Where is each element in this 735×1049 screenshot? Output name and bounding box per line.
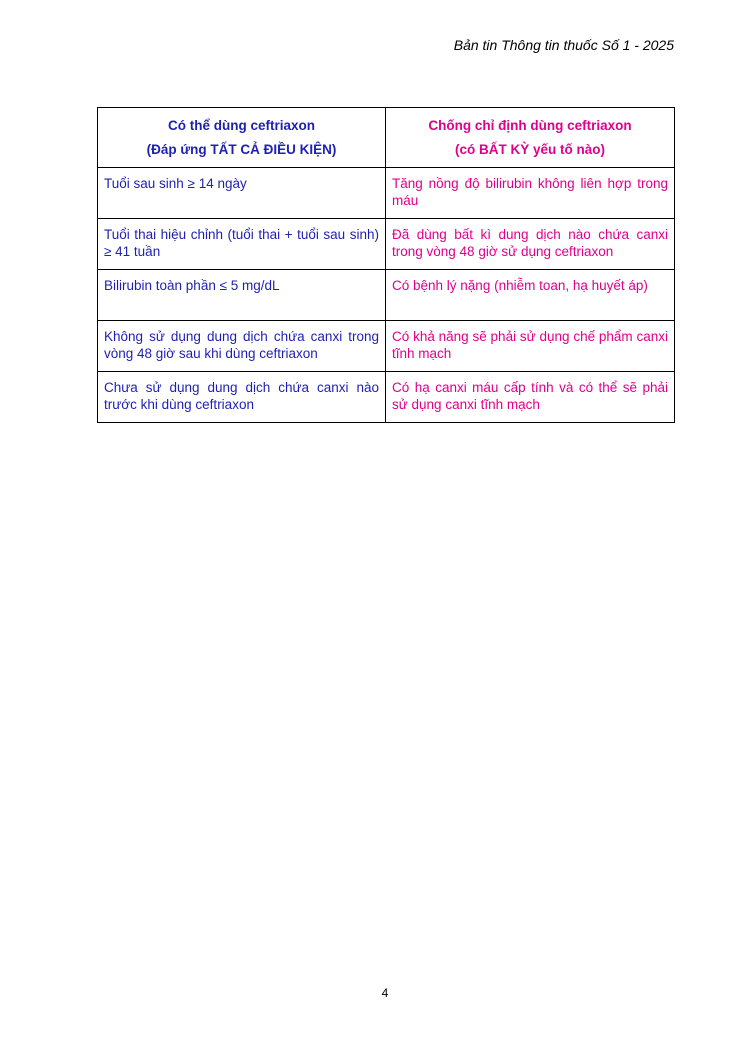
table-row: [98, 372, 675, 423]
contraindication-cell: Có khả năng sẽ phải sử dụng chế phẩm canxi tĩnh mạch: [386, 321, 675, 372]
table-row: [98, 321, 675, 372]
contraindication-header-title: Chống chỉ định dùng ceftriaxon: [428, 117, 632, 133]
contraindication-cell: Tăng nồng độ bilirubin không liên hợp trong máu: [386, 168, 675, 219]
table-row: [98, 168, 675, 219]
contraindication-header-subtitle: (có BẤT KỲ yếu tố nào): [454, 141, 605, 157]
can-use-header-title: Có thể dùng ceftriaxon: [167, 117, 315, 133]
contraindication-cell: Đã dùng bất kì dung dịch nào chứa canxi trong vòng 48 giờ sử dụng ceftriaxon: [386, 219, 675, 270]
table-header-row: [98, 108, 675, 168]
can-use-cell: Bilirubin toàn phần ≤ 5 mg/dL: [98, 270, 386, 321]
bulletin-header: Bản tin Thông tin thuốc Số 1 - 2025: [453, 37, 674, 53]
can-use-cell: Không sử dụng dung dịch chứa canxi trong vòng 48 giờ sau khi dùng ceftriaxon: [98, 321, 386, 372]
page-number: 4: [381, 986, 389, 1000]
contraindication-header: [386, 108, 675, 168]
can-use-cell: Tuổi sau sinh ≥ 14 ngày: [98, 168, 386, 219]
can-use-cell: Tuổi thai hiệu chỉnh (tuổi thai + tuổi sau sinh) ≥ 41 tuần: [98, 219, 386, 270]
contraindication-cell: Có hạ canxi máu cấp tính và có thể sẽ phải sử dụng canxi tĩnh mạch: [386, 372, 675, 423]
table-row: [98, 219, 675, 270]
ceftriaxon-criteria-table: [97, 107, 675, 423]
contraindication-cell: Có bệnh lý nặng (nhiễm toan, hạ huyết áp): [386, 270, 675, 321]
can-use-header: [98, 108, 386, 168]
table-row: [98, 270, 675, 321]
can-use-header-subtitle: (Đáp ứng TẤT CẢ ĐIỀU KIỆN): [146, 141, 337, 157]
can-use-cell: Chưa sử dụng dung dịch chứa canxi nào trước khi dùng ceftriaxon: [98, 372, 386, 423]
